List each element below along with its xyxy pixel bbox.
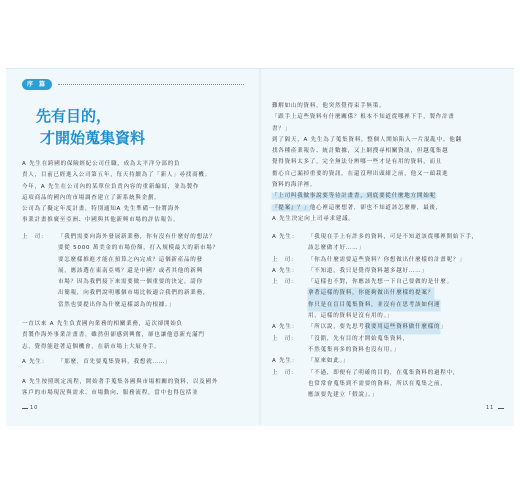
text-line: 資料的海洋裡。 [272, 182, 317, 189]
left-dialog-2 [22, 357, 171, 368]
text-line: 責製作海外事業計畫書，雖然但卻感到興奮，卻也讓他意新充滿門 [22, 332, 205, 339]
speaker: A 先生： [272, 267, 299, 274]
text-line: 這項商品的國內的市場調查建立了新系統與企劃。 [22, 194, 161, 201]
dialog-line: 上 司： 「沒錯，先有目的才開始蒐集資料， [272, 334, 478, 345]
text-line: 難解如山的資料，他突然覺得束手無策。 [272, 103, 386, 109]
page-number: 11 [486, 405, 495, 411]
right-dialog [272, 232, 478, 401]
text-line: 到了隔天，A 先生為了蒐集資料，整個人開始陷入一片混亂中。他翻 [272, 136, 462, 143]
highlighted-text: 「上司叫我做事說要等待計畫書，到底要從什麼地方開始呢 [272, 193, 436, 200]
text-line: 找各種產業報告、統計數據，又上網搜尋相關資訊，但越蒐集越 [272, 148, 449, 155]
speaker: 上 司： [22, 234, 48, 240]
text-line: 事業計畫推廣至亞洲、中國與其他新興市場的評估報告。 [22, 217, 180, 224]
speaker: A 先生： [272, 358, 299, 365]
dialog-line: 展，應該選在東南亞嗎？還是中國？或者其他的新興 [58, 267, 203, 274]
highlighted-text: 拿著這樣的資料，你能夠做出什麼樣的提案？ [308, 288, 434, 299]
right-page [260, 69, 514, 426]
text-line: 客戶的市場現況與需求、市場動向、服務流程，當中也得包括並 [22, 390, 199, 397]
dialog-line: A 先生： 「我現在手上有許多的資料，可是不知道該從哪裡開始下手， [272, 232, 478, 243]
dialog-line: 也常常會蒐集到不需要的資料，所以在蒐集之前， [308, 380, 447, 387]
dialog-line: 該怎麼做才好……」 [308, 245, 365, 252]
folio-rule [498, 408, 504, 409]
dialog-line: 要怎麼樣推進才能在預算之內完成？這個新產品的發 [58, 256, 203, 263]
text-line: 「跟手上這些資料有什麼關係？根本不知道從哪裡下手，製作計畫 [272, 114, 455, 121]
text-line: 責人，目前已經進入公司第五年，每天持續為了「新人」尋找商機。 [22, 172, 212, 179]
dialog-line: 上 司： 「我們需要向海外發展新業務，你有沒有什麼好的想法？ [22, 232, 219, 243]
dialog-line: A 先生： 「不知道，我只是覺得資料越多越好……」 [272, 266, 478, 277]
dialog-line: 用，這樣的資料是沒有用的。」 [308, 313, 394, 320]
highlighted-text: 『提案』？」 [272, 204, 310, 211]
left-page [6, 69, 260, 426]
dialog-line [272, 288, 478, 299]
text-line: A 先生按照既定流程，開始著手蒐集各國與市場相關的資料，以及國外 [22, 379, 219, 385]
highlighted-text: 你只是在盲目蒐集資料，並沒有在思考該如何運 [308, 300, 440, 311]
text-line: 擔心自己漏掉重要的資訊。在還沒理出頭緒之前，他又一頭栽進 [272, 170, 449, 177]
dialog-line: 上 司： 「不過，即便有了明確的目的，在蒐集資料的過程中， [272, 368, 478, 379]
dialog-line: 市場？因為我們接下來需要做一個重要的決定，請你 [58, 279, 203, 286]
section-label: 序 篇 [22, 79, 52, 90]
speaker: A 先生： [272, 234, 299, 240]
book-spread [6, 68, 514, 426]
text-line: 公司為了擬定年度計畫，特別通知A 先生準備一份將海外 [22, 206, 181, 213]
speaker: 上 司： [272, 335, 298, 342]
dialog-line: 要從 5000 萬美金的市場份額，打入規模最大的新市場？ [58, 245, 219, 252]
dialog-line: 應該要先建立『假說』。」 [308, 392, 379, 399]
left-paragraph-1 [22, 159, 211, 227]
dialog-line: 出簡報，向我們說明哪個市場比較適合我們的新業務， [58, 290, 210, 297]
left-paragraph-2 [22, 319, 205, 353]
text-line [272, 191, 462, 202]
highlighted-text: 我要用這些資料做什麼樣的 [365, 322, 441, 333]
text-line: 今年，A 先生在公司內的某單位負責內容的重新編寫，並為製作 [22, 183, 200, 190]
right-paragraph-1 [272, 101, 462, 225]
dialog-line [272, 300, 478, 311]
dotted-rule [58, 84, 244, 85]
speaker: 上 司： [272, 256, 298, 263]
text-line: 覺得資料太多了，完全無法分辨哪一些才是有用的資料，而且 [272, 159, 443, 166]
left-paragraph-3 [22, 377, 218, 400]
text-line: 『提案』？」他心裡這麼想著，卻也不知道該怎麼辦，最後， [272, 204, 443, 211]
text-line: 一直以來 A 先生負責國內業務的相關業務，這次卻開始負 [22, 321, 183, 327]
dialog-line: A 先生： 「那麼，首先要蒐集資料，我想就……」 [22, 357, 171, 368]
speaker: A 先生： [272, 324, 299, 331]
speaker: A 先生： [22, 359, 49, 365]
dialog-line: A 先生： 「所以說，要先思考 我要用這些資料做什麼樣的 」 [272, 322, 478, 333]
chapter-heading-line1: 先有目的， [36, 107, 112, 125]
text-line: 書？」 [272, 125, 291, 132]
dialog-line: 不然蒐集再多的資料也沒有用。」 [308, 346, 400, 353]
speaker: 上 司： [272, 369, 298, 376]
chapter-heading-line2: 才開始蒐集資料 [40, 129, 146, 147]
text-line: A 先生在跨國的保險經紀公司任職，成為太平洋分部的負 [22, 161, 181, 167]
dialog-line: 上 司： 「你為什麼需要這些資料？你想做出什麼樣的計畫呢？」 [272, 255, 478, 266]
dialog-line: 當然也要提出你為什麼這樣認為的根據。」 [58, 301, 175, 308]
dialog-line: A 先生： 「原來如此。」 [272, 356, 478, 367]
text-line: A 先生決定向上司尋求建議。 [272, 215, 355, 222]
page-number: 10 [30, 405, 39, 411]
speaker: 上 司： [272, 279, 298, 286]
folio-rule [22, 408, 28, 409]
text-line: 志，覺得能趁著這個機會，在新市場上大展身手。 [22, 343, 161, 350]
left-dialog-1 [22, 232, 219, 311]
dialog-line: 上 司： 「這樣也不對，你應該先想一下自己要做的是什麼。 [272, 277, 478, 288]
